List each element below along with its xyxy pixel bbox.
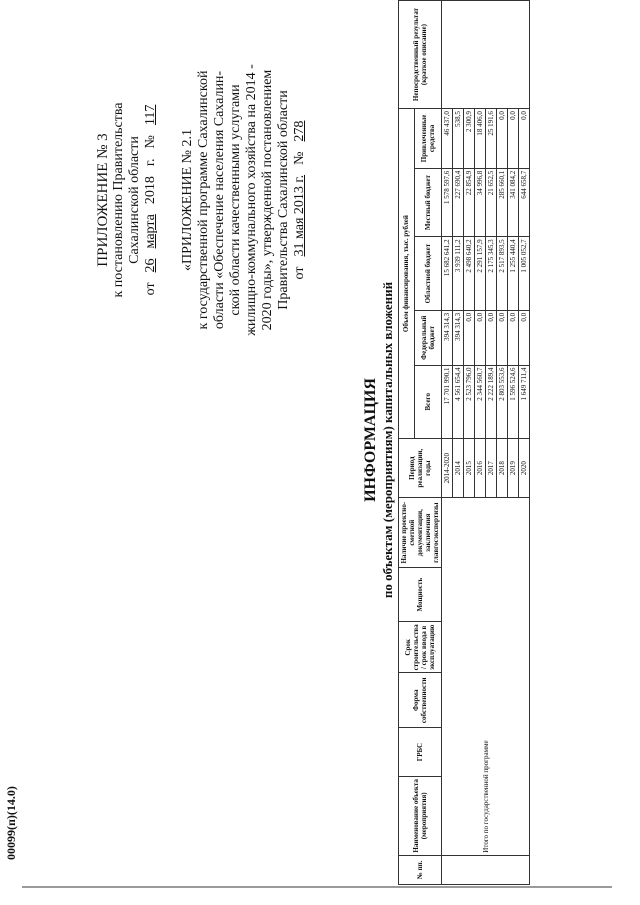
cell-regional: 1 005 052,7 — [519, 237, 530, 310]
cell-local: 644 658,7 — [519, 168, 530, 237]
appendix2-date-row — [292, 35, 308, 365]
header-funding-group: Объем финансирования, тыс. рублей — [399, 109, 415, 439]
appendix2-block — [180, 35, 308, 365]
cell-attracted: 25 191,6 — [486, 109, 497, 169]
capital-investments-table — [398, 0, 530, 885]
date-day: 26 — [143, 258, 158, 273]
header-name: Наименование объекта (мероприятия) — [399, 776, 442, 855]
cell-federal: 0,0 — [519, 310, 530, 365]
cell-regional: 2 498 640,2 — [464, 237, 475, 310]
cell-regional: 1 255 440,4 — [508, 237, 519, 310]
appendix2-line-2: области «Обеспечение населения Сахалин- — [212, 70, 227, 330]
appendix2-from-label: от — [292, 266, 307, 280]
table-row — [442, 1, 453, 885]
cell-period: 2020 — [519, 439, 530, 498]
header-total: Всего — [414, 365, 441, 438]
header-result: Непосредственный результат (краткое описание) — [399, 1, 442, 109]
header-row-1 — [399, 1, 415, 885]
cell-period: 2016 — [475, 439, 486, 498]
cell-regional: 2 175 345,3 — [486, 237, 497, 310]
appendix2-line-6: Правительства Сахалинской области — [276, 90, 291, 310]
appendix2-line-1: к государственной программе Сахалинской — [196, 70, 211, 330]
cell-total: 1 596 524,6 — [508, 365, 519, 438]
cell-local: 285 660,1 — [497, 168, 508, 237]
cell-total: 2 344 560,7 — [475, 365, 486, 438]
cell-federal: 394 314,3 — [442, 310, 453, 365]
cell-period: 2019 — [508, 439, 519, 498]
header-attracted: Привлеченные средства — [414, 109, 441, 169]
cell-total: 1 649 711,4 — [519, 365, 530, 438]
year-suffix: г. — [143, 158, 158, 167]
cell-period: 2015 — [464, 439, 475, 498]
appendix2-number-label: № — [292, 151, 307, 165]
document-code: 00099(п)(14.0) — [4, 786, 18, 860]
header-federal: Федеральный бюджет — [414, 310, 441, 365]
cell-local: 22 854,9 — [464, 168, 475, 237]
title-sub: по объектам (мероприятиям) капитальных вложений — [380, 281, 395, 599]
header-local: Местный бюджет — [414, 168, 441, 237]
cell-federal: 0,0 — [508, 310, 519, 365]
cell-regional: 2 291 157,9 — [475, 237, 486, 310]
cell-local: 227 690,4 — [453, 168, 464, 237]
appendix2-number: 278 — [292, 120, 307, 142]
cell-attracted: 46 437,0 — [442, 109, 453, 169]
cell-regional: 15 682 641,2 — [442, 237, 453, 310]
cell-total: 2 523 796,0 — [464, 365, 475, 438]
appendix2-title: «ПРИЛОЖЕНИЕ № 2.1 — [180, 129, 195, 271]
cell-result-empty — [442, 1, 530, 109]
cell-period: 2014-2020 — [442, 439, 453, 498]
cell-local: 341 084,2 — [508, 168, 519, 237]
from-label: от — [143, 282, 158, 296]
cell-regional: 2 517 893,5 — [497, 237, 508, 310]
cell-federal: 394 314,3 — [453, 310, 464, 365]
appendix2-date: 31 мая 2013 г. — [292, 174, 307, 257]
header-num: № пп. — [399, 855, 442, 884]
number-label: № — [143, 135, 158, 149]
header-term: Срок строительства / срок ввода в эксплуатацию — [399, 622, 442, 673]
cell-federal: 0,0 — [475, 310, 486, 365]
cell-total: 2 222 189,4 — [486, 365, 497, 438]
document-title — [362, 205, 396, 675]
header-period: Период реализации, годы — [399, 439, 442, 498]
appendix2-line-3: ской области качественными услугами — [228, 84, 243, 316]
appendix-header — [95, 35, 159, 365]
cell-total: 17 701 990,1 — [442, 365, 453, 438]
total-label: Итого по государственной программе — [481, 740, 490, 853]
date-month: марта — [143, 214, 158, 249]
header-capacity: Мощность — [399, 568, 442, 622]
header-regional: Областной бюджет — [414, 237, 441, 310]
cell-regional: 3 939 111,2 — [453, 237, 464, 310]
cell-federal: 0,0 — [464, 310, 475, 365]
cell-federal: 0,0 — [486, 310, 497, 365]
cell-attracted: 0,0 — [497, 109, 508, 169]
title-main: ИНФОРМАЦИЯ — [362, 378, 379, 502]
cell-period: 2017 — [486, 439, 497, 498]
header-docs: Наличие проектно-сметной документации, заключения главгосэкспертизы — [399, 498, 442, 568]
cell-federal: 0,0 — [497, 310, 508, 365]
cell-total: 4 561 654,4 — [453, 365, 464, 438]
cell-attracted: 18 406,0 — [475, 109, 486, 169]
cell-attracted: 538,5 — [453, 109, 464, 169]
decree-line-2: Сахалинской области — [127, 136, 142, 264]
appendix-title: ПРИЛОЖЕНИЕ № 3 — [95, 133, 111, 267]
decree-number: 117 — [143, 104, 158, 126]
cell-attracted: 0,0 — [508, 109, 519, 169]
cell-period: 2018 — [497, 439, 508, 498]
date-year: 2018 — [143, 176, 158, 205]
appendix2-line-5: 2020 годы», утвержденной постановлением — [260, 69, 275, 331]
cell-attracted: 2 300,9 — [464, 109, 475, 169]
cell-attracted: 0,0 — [519, 109, 530, 169]
cell-num-empty — [442, 855, 530, 884]
cell-total: 2 803 553,6 — [497, 365, 508, 438]
cell-period: 2014 — [453, 439, 464, 498]
appendix2-line-4: жилищно-коммунального хозяйства на 2014 - — [244, 64, 259, 336]
header-ownership: Форма собственности — [399, 673, 442, 728]
decree-date-row — [143, 35, 159, 365]
cell-local: 34 996,8 — [475, 168, 486, 237]
header-grbs: ГРБС — [399, 728, 442, 777]
decree-line-1: к постановлению Правительства — [111, 102, 126, 298]
cell-local: 1 578 597,6 — [442, 168, 453, 237]
total-label-cell — [442, 498, 530, 855]
cell-local: 21 652,5 — [486, 168, 497, 237]
